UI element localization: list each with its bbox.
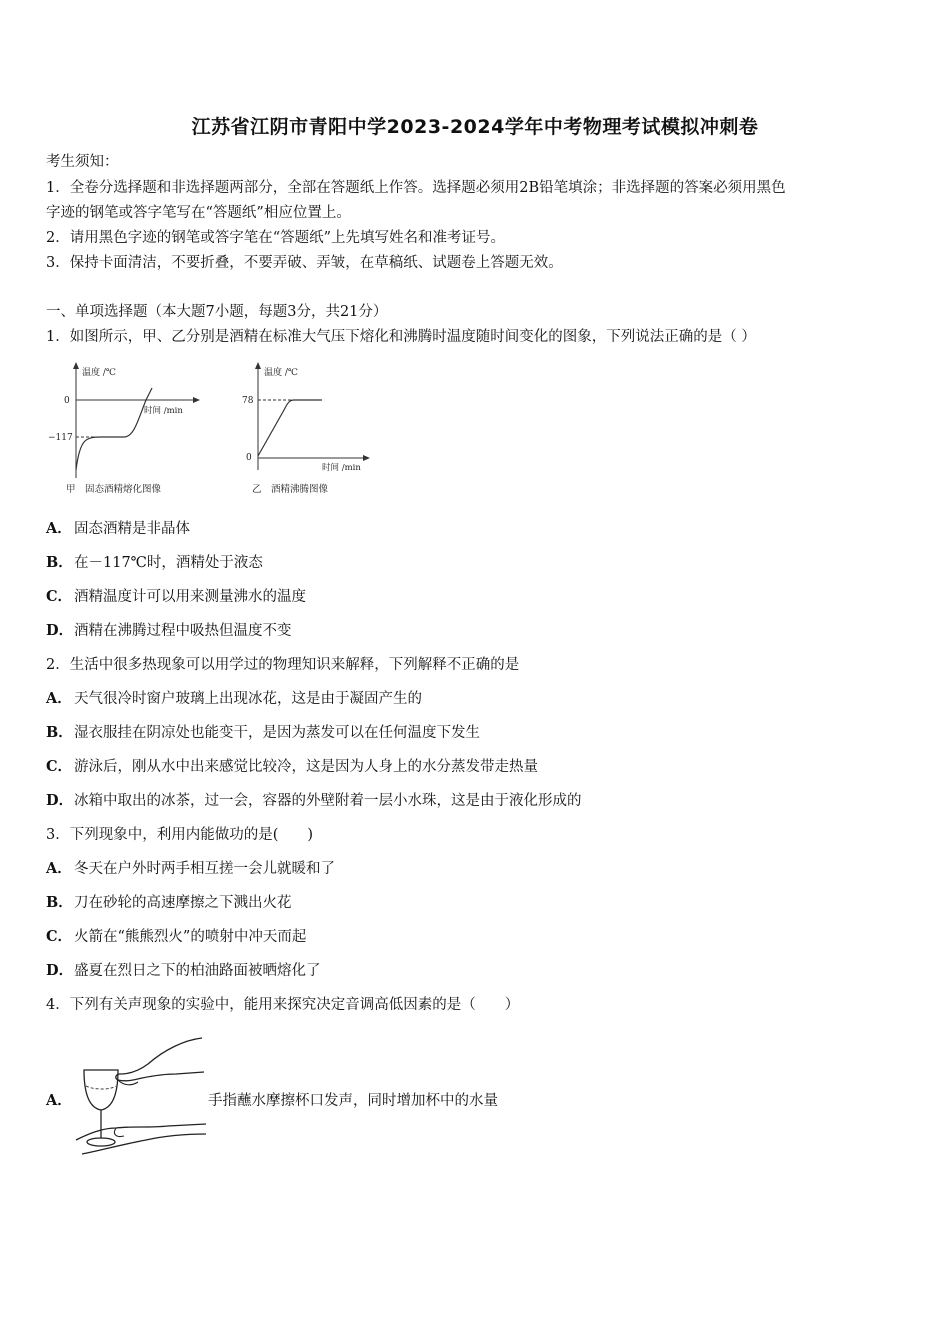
option-text: 盛夏在烈日之下的柏油路面被晒熔化了 [74,963,321,979]
graph-jia-tick-117: −117 [48,433,73,443]
q3-option-a[interactable] [46,859,906,879]
graph-yi-x-arrow [363,455,370,461]
q3-option-d[interactable] [46,961,906,981]
graph-jia-ylabel: 温度 /℃ [82,368,116,378]
q1-option-c[interactable] [46,587,906,607]
notice-line-1b: 字迹的钢笔或答字笔写在“答题纸”相应位置上。 [46,205,351,221]
notice-heading: 考生须知： [46,154,119,170]
option-text: 冬天在户外时两手相互搓一会儿就暖和了 [74,861,335,877]
question-3-stem: 3．下列现象中，利用内能做功的是( ) [46,827,314,843]
option-text: 酒精在沸腾过程中吸热但温度不变 [74,623,292,639]
notice-line-2: 2．请用黑色字迹的钢笔或答字笔在“答题纸”上先填写姓名和准考证号。 [46,230,506,246]
graph-jia-xlabel: 时间 /min [144,406,183,416]
graph-yi-tick-0: 0 [246,453,252,463]
graph-yi-curve [258,400,322,456]
q4-option-a-text: 手指蘸水摩擦杯口发声，同时增加杯中的水量 [208,1093,498,1109]
graph-jia-tick-0: 0 [64,396,70,406]
graph-yi-y-arrow [255,362,261,369]
option-key: A． [46,1092,72,1109]
section-heading: 一、单项选择题（本大题7小题，每题3分，共21分） [46,304,388,320]
option-key: A． [46,860,72,877]
question-4-stem: 4．下列有关声现象的实验中，能用来探究决定音调高低因素的是（ ） [46,997,520,1013]
option-key: C． [46,588,73,605]
option-text: 刀在砂轮的高速摩擦之下溅出火花 [74,895,292,911]
q3-option-c[interactable] [46,927,906,947]
graph-jia-x-arrow [193,397,200,403]
option-text: 冰箱中取出的冰茶，过一会，容器的外壁附着一层小水珠，这是由于液化形成的 [74,793,582,809]
option-text: 火箭在“熊熊烈火”的喷射中冲天而起 [74,929,307,945]
graph-yi-caption: 乙 酒精沸腾图像 [252,484,329,495]
q2-option-a[interactable] [46,689,906,709]
option-key: D． [46,792,74,809]
graph-yi-xlabel: 时间 /min [322,463,361,473]
option-key: D． [46,622,74,639]
graph-jia-caption: 甲 固态酒精熔化图像 [66,484,162,495]
q3-option-b[interactable] [46,893,906,913]
wineglass-icon [72,1030,208,1164]
option-text: 酒精温度计可以用来测量沸水的温度 [74,589,306,605]
graph-yi [236,360,396,504]
graph-yi-ylabel: 温度 /℃ [264,368,298,378]
option-text: 固态酒精是非晶体 [74,521,190,537]
option-key: A． [46,690,72,707]
question-1-stem: 1．如图所示，甲、乙分别是酒精在标准大气压下熔化和沸腾时温度随时间变化的图象，下列说法正确的是（ ） [46,329,756,345]
notice-line-1: 1．全卷分选择题和非选择题两部分，全部在答题纸上作答。选择题必须用2B铅笔填涂；非选择题的答案必须用黑色 [46,180,786,196]
graph-yi-tick-78: 78 [242,396,254,406]
q2-option-d[interactable] [46,791,906,811]
option-key: C． [46,758,73,775]
q1-option-d[interactable] [46,621,906,641]
q2-option-b[interactable] [46,723,906,743]
option-text: 天气很冷时窗户玻璃上出现冰花，这是由于凝固产生的 [74,691,422,707]
q1-option-b[interactable] [46,553,906,573]
q2-option-c[interactable] [46,757,906,777]
option-key: C． [46,928,73,945]
graph-jia [46,360,206,504]
notice-line-3: 3．保持卡面清洁，不要折叠，不要弄破、弄皱，在草稿纸、试题卷上答题无效。 [46,255,563,271]
option-key: B． [46,554,73,571]
option-text: 游泳后，刚从水中出来感觉比较冷，这是因为人身上的水分蒸发带走热量 [74,759,538,775]
option-text: 在－117℃时，酒精处于液态 [74,555,263,571]
question-2-stem: 2．生活中很多热现象可以用学过的物理知识来解释，下列解释不正确的是 [46,657,520,673]
option-key: D． [46,962,74,979]
option-key: A． [46,520,72,537]
option-key: B． [46,894,73,911]
option-key: B． [46,724,73,741]
option-text: 湿衣服挂在阴凉处也能变干，是因为蒸发可以在任何温度下发生 [74,725,480,741]
page-title: 江苏省江阴市青阳中学2023-2024学年中考物理考试模拟冲刺卷 [191,116,759,138]
q1-option-a[interactable] [46,519,906,539]
graph-jia-y-arrow [73,362,79,369]
